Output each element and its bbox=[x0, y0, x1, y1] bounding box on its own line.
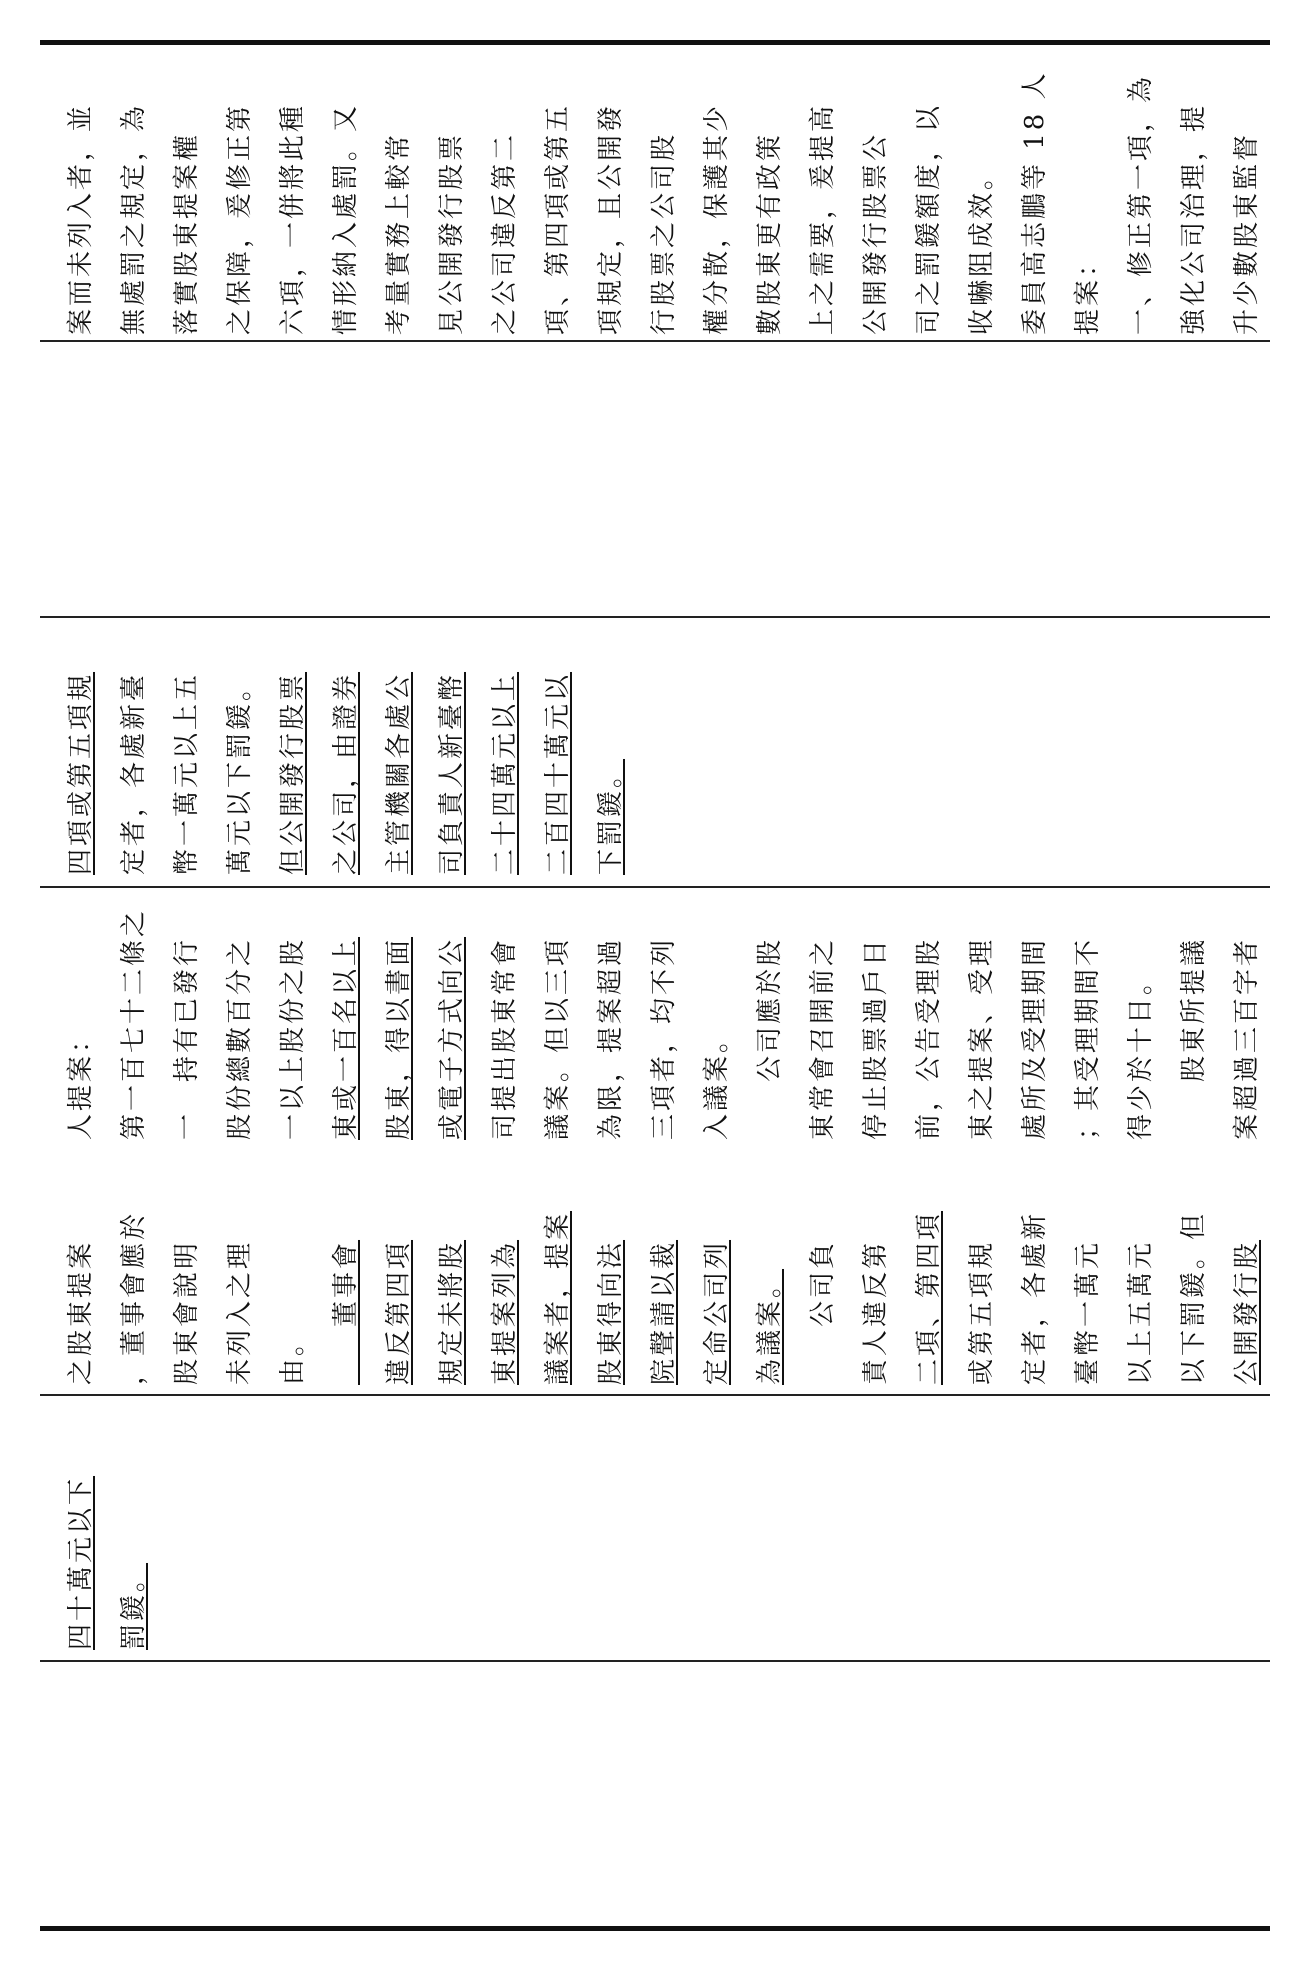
text-line: 項規定，且公開發 bbox=[596, 102, 626, 335]
proposed-text-column bbox=[55, 1211, 1274, 1385]
penalty-fragment-column bbox=[55, 1476, 161, 1650]
text-line: 委員高志鵬等 18 人 bbox=[1020, 70, 1050, 335]
text-line: 東或一百名以上 bbox=[331, 936, 361, 1140]
text-line: 臺幣一萬元 bbox=[1073, 1239, 1103, 1385]
text-line: 公開發行股票公 bbox=[861, 131, 891, 335]
text-line: 定者，各處新臺 bbox=[119, 671, 149, 875]
text-line: 股東得向法 bbox=[596, 1239, 626, 1385]
text-line: 考量實務上較常 bbox=[384, 131, 414, 335]
section-divider-2 bbox=[40, 616, 1270, 618]
middle-amended-text-column bbox=[55, 672, 638, 875]
text-line: 幣一萬元以上五 bbox=[172, 671, 202, 875]
text-line: 落實股東提案權 bbox=[172, 131, 202, 335]
text-line: 見公開發行股票 bbox=[437, 131, 467, 335]
text-line: 違反第四項 bbox=[384, 1239, 414, 1385]
text-line: 提案： bbox=[1073, 247, 1103, 335]
bottom-border-rule bbox=[40, 1926, 1270, 1931]
text-line: 定命公司列 bbox=[702, 1239, 732, 1385]
text-line: 或電子方式向公 bbox=[437, 936, 467, 1140]
text-line: 一、修正第一項，為 bbox=[1126, 73, 1156, 335]
text-line: 董事會 bbox=[331, 1239, 361, 1385]
text-line: 議案。但以三項 bbox=[543, 936, 573, 1140]
text-line: 案超過三百字者 bbox=[1232, 936, 1262, 1140]
text-line: ；其受理期間不 bbox=[1073, 936, 1103, 1140]
text-line: 公司應於股 bbox=[755, 936, 785, 1140]
text-line: 之公司違反第二 bbox=[490, 131, 520, 335]
text-line: 入議案。 bbox=[702, 1023, 732, 1140]
text-line: 之公司，由證券 bbox=[331, 671, 361, 875]
text-line: 權分散，保護其少 bbox=[702, 102, 732, 335]
top-border-rule bbox=[40, 40, 1270, 45]
text-line: 停止股票過戶日 bbox=[861, 936, 891, 1140]
text-line: 為議案。 bbox=[755, 1268, 785, 1385]
text-line: 之保障，爰修正第 bbox=[225, 102, 255, 335]
text-line: 一以上股份之股 bbox=[278, 936, 308, 1140]
text-line: 下罰鍰。 bbox=[596, 758, 626, 875]
text-line: 由。 bbox=[278, 1326, 308, 1385]
text-line: 六項，一併將此種 bbox=[278, 102, 308, 335]
text-line: 定者，各處新 bbox=[1020, 1210, 1050, 1385]
text-line: 四十萬元以下 bbox=[66, 1475, 96, 1650]
text-line: 或第五項規 bbox=[967, 1239, 997, 1385]
text-line: 上之需要，爰提高 bbox=[808, 102, 838, 335]
text-line: 議案者，提案 bbox=[543, 1210, 573, 1385]
text-line: 但公開發行股票 bbox=[278, 671, 308, 875]
text-line: 情形納入處罰。又 bbox=[331, 102, 361, 335]
text-line: 未列入之理 bbox=[225, 1239, 255, 1385]
text-line: 升少數股東監督 bbox=[1232, 131, 1262, 335]
text-line: 數股東更有政策 bbox=[755, 131, 785, 335]
section-divider-1 bbox=[40, 340, 1270, 342]
text-line: ，董事會應於 bbox=[119, 1210, 149, 1385]
text-line: 項、第四項或第五 bbox=[543, 102, 573, 335]
text-line: 股東會說明 bbox=[172, 1239, 202, 1385]
text-line: 第一百七十二條之 bbox=[119, 907, 149, 1140]
text-line: 一 持有已發行 bbox=[172, 936, 202, 1140]
text-line: 為限，提案超過 bbox=[596, 936, 626, 1140]
text-line: 收嚇阻成效。 bbox=[967, 160, 997, 335]
text-line: 東常會召開前之 bbox=[808, 936, 838, 1140]
text-line: 公開發行股 bbox=[1232, 1239, 1262, 1385]
text-line: 案而未列入者，並 bbox=[66, 102, 96, 335]
text-line: 二百四十萬元以 bbox=[543, 671, 573, 875]
text-line: 院聲請以裁 bbox=[649, 1239, 679, 1385]
current-law-column bbox=[55, 908, 1274, 1140]
text-line: 股東，得以書面 bbox=[384, 936, 414, 1140]
text-line: 二項、第四項 bbox=[914, 1210, 944, 1385]
text-line: 主管機關各處公 bbox=[384, 671, 414, 875]
text-line: 股東所提議 bbox=[1179, 936, 1209, 1140]
section-divider-3 bbox=[40, 886, 1270, 888]
text-line: 以上五萬元 bbox=[1126, 1239, 1156, 1385]
text-line: 無處罰之規定，為 bbox=[119, 102, 149, 335]
text-line: 規定未將股 bbox=[437, 1239, 467, 1385]
text-line: 強化公司治理，提 bbox=[1179, 102, 1209, 335]
text-line: 處所及受理期間 bbox=[1020, 936, 1050, 1140]
text-line: 之股東提案 bbox=[66, 1239, 96, 1385]
text-line: 得少於十日。 bbox=[1126, 965, 1156, 1140]
text-line: 萬元以下罰鍰。 bbox=[225, 671, 255, 875]
text-line: 四項或第五項規 bbox=[66, 671, 96, 875]
text-line: 司之罰鍰額度，以 bbox=[914, 102, 944, 335]
text-line: 三項者，均不列 bbox=[649, 936, 679, 1140]
text-line: 前，公告受理股 bbox=[914, 936, 944, 1140]
text-line: 責人違反第 bbox=[861, 1239, 891, 1385]
text-line: 公司負 bbox=[808, 1239, 838, 1385]
text-line: 股份總數百分之 bbox=[225, 936, 255, 1140]
text-line: 以下罰鍰。但 bbox=[1179, 1210, 1209, 1385]
text-line: 司負責人新臺幣 bbox=[437, 671, 467, 875]
text-line: 行股票之公司股 bbox=[649, 131, 679, 335]
text-line: 東之提案、受理 bbox=[967, 936, 997, 1140]
section-divider-4 bbox=[40, 1394, 1270, 1396]
text-line: 罰鍰。 bbox=[119, 1562, 149, 1650]
text-line: 人提案： bbox=[66, 1023, 96, 1140]
section-divider-5 bbox=[40, 1660, 1270, 1662]
text-line: 二十四萬元以上 bbox=[490, 671, 520, 875]
text-line: 司提出股東常會 bbox=[490, 936, 520, 1140]
top-explanation-column bbox=[55, 70, 1274, 335]
text-line: 東提案列為 bbox=[490, 1239, 520, 1385]
